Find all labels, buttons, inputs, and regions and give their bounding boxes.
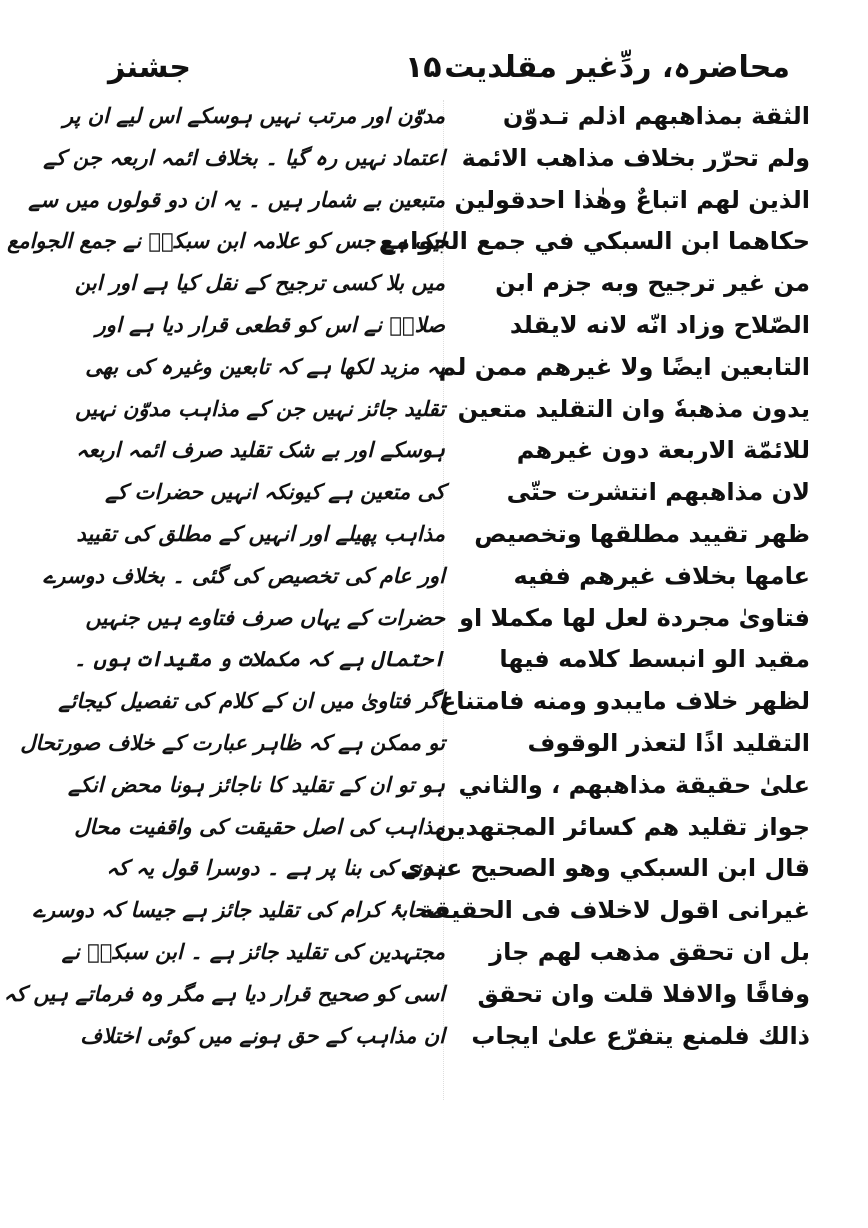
urdu-text-line: صلاحؒ نے اس کو قطعی قرار دیا ہے اور <box>95 312 445 337</box>
arabic-text-line: يدون مذهبهٗ وان التقليد متعين <box>457 394 810 423</box>
urdu-translation-column <box>3 96 445 1057</box>
urdu-text-line: ہوسکے اور بے شک تقلید صرف ائمہ اربعہ <box>76 438 445 463</box>
arabic-text-line: وفاقًا والافلا قلت وان تحقق <box>477 979 810 1008</box>
arabic-text-line: قال ابن السبكي وهو الصحيح عندى <box>400 854 810 883</box>
running-title: محاضرہ، ردِّغیر مقلدیت <box>444 50 790 85</box>
urdu-text-line: کی متعین ہے کیونکہ انہیں حضرات کے <box>105 480 445 505</box>
arabic-text-line: علىٰ حقيقة مذاهبهم ، والثاني <box>458 770 810 799</box>
arabic-text-line: جواز تقليد هم كسائر المجتهدين <box>434 812 810 841</box>
urdu-text-line: ان مذاہب کے حق ہونے میں کوئی اختلاف <box>80 1023 445 1048</box>
arabic-text-line: حكاهما ابن السبكي في جمع الجوامع <box>378 227 810 256</box>
urdu-text-line: تقلید جائز نہیں جن کے مذاہب مدوّن نہیں <box>75 396 445 421</box>
arabic-text-line: من غير ترجيح وبه جزم ابن <box>495 269 810 298</box>
urdu-text-line: متبعین بے شمار ہیں ۔ یہ ان دو قولوں میں سے <box>28 187 445 212</box>
urdu-text-line: مدوّن اور مرتب نہیں ہوسکے اس لیے ان پر <box>62 104 445 128</box>
arabic-text-line: الثقة بمذاهبهم اذلم تـدوّن <box>502 102 810 130</box>
urdu-text-line: اسی کو صحیح قرار دیا ہے مگر وہ فرماتے ہیں کہ <box>3 981 445 1006</box>
page-header <box>100 50 790 100</box>
urdu-text-line: تو ممکن ہے کہ ظاہر عبارت کے خلاف صورتحال <box>20 730 445 755</box>
arabic-text-column <box>378 96 810 1057</box>
arabic-text-line: عامها بخلاف غيرهم ففيه <box>513 561 810 590</box>
urdu-text-line: ایک ہے جس کو علامہ ابن سبکیؒ نے جمع الجوامع <box>7 229 445 254</box>
page-number: ۱۵ <box>405 50 442 85</box>
arabic-text-line: الذين لهم اتباعٌ وهٰذا احدقولين <box>454 185 810 214</box>
arabic-text-line: لظهر خلاف مايبدو ومنه فامتناع <box>439 687 810 716</box>
urdu-text-line: مذاہب کی اصل حقیقت کی واقفیت محال <box>74 814 445 839</box>
arabic-text-line: ولم تحرّر بخلاف مذاهب الائمة <box>461 143 810 172</box>
urdu-text-line: احتمال ہے کہ مکملات و مقیدات ہوں ۔ <box>73 647 445 672</box>
urdu-text-line: یہ مزید لکھا ہے کہ تابعین وغیرہ کی بھی <box>85 354 445 379</box>
urdu-text-line: میں بلا کسی ترجیح کے نقل کیا ہے اور ابن <box>74 271 445 296</box>
urdu-text-line: مجتہدین کی تقلید جائز ہے ۔ ابن سبکیؒ نے <box>61 939 445 964</box>
arabic-text-line: الصّلاح وزاد انّه لانه لايقلد <box>509 310 810 339</box>
urdu-text-line: مذاہب پھیلے اور انہیں کے مطلق کی تقیید <box>76 521 445 546</box>
urdu-text-line: اگر فتاویٰ میں ان کے کلام کی تفصیل کیجائے <box>58 689 445 714</box>
urdu-text-line: ہونے کی بنا پر ہے ۔ دوسرا قول یہ کہ <box>106 856 445 881</box>
urdu-text-line: اعتماد نہیں رہ گیا ۔ بخلاف ائمہ اربعہ جن کے <box>43 145 445 170</box>
urdu-text-line: صحابۂ کرام کی تقلید جائز ہے جیسا کہ دوسرے <box>32 898 445 923</box>
urdu-text-line: اور عام کی تخصیص کی گئی ۔ بخلاف دوسرے <box>42 563 445 588</box>
arabic-text-line: لان مذاهبهم انتشرت حتّى <box>506 478 810 507</box>
arabic-text-line: ظهر تقييد مطلقها وتخصيص <box>474 519 810 548</box>
arabic-text-line: التقليد اذًا لتعذر الوقوف <box>527 728 810 757</box>
header-left-text: جشنز <box>108 50 192 85</box>
arabic-text-line: مقيد الو انبسط كلامه فيها <box>499 645 810 674</box>
arabic-text-line: بل ان تحقق مذهب لهم جاز <box>489 937 810 966</box>
arabic-text-line: فتاوىٰ مجردة لعل لها مكملا او <box>459 603 810 632</box>
arabic-text-line: للائمّة الاربعة دون غيرهم <box>516 436 810 465</box>
arabic-text-line: ذالك فلمنع يتفرّع علىٰ ايجاب <box>471 1021 810 1050</box>
arabic-text-line: التابعين ايضًا ولا غيرهم ممن لم <box>438 352 810 381</box>
urdu-text-line: ہو تو ان کے تقلید کا ناجائز ہونا محض انکے <box>68 772 445 797</box>
urdu-text-line: حضرات کے یہاں صرف فتاوے ہیں جنہیں <box>85 605 445 630</box>
arabic-text-line: غيرانى اقول لاخلاف فى الحقيقة <box>419 896 810 925</box>
